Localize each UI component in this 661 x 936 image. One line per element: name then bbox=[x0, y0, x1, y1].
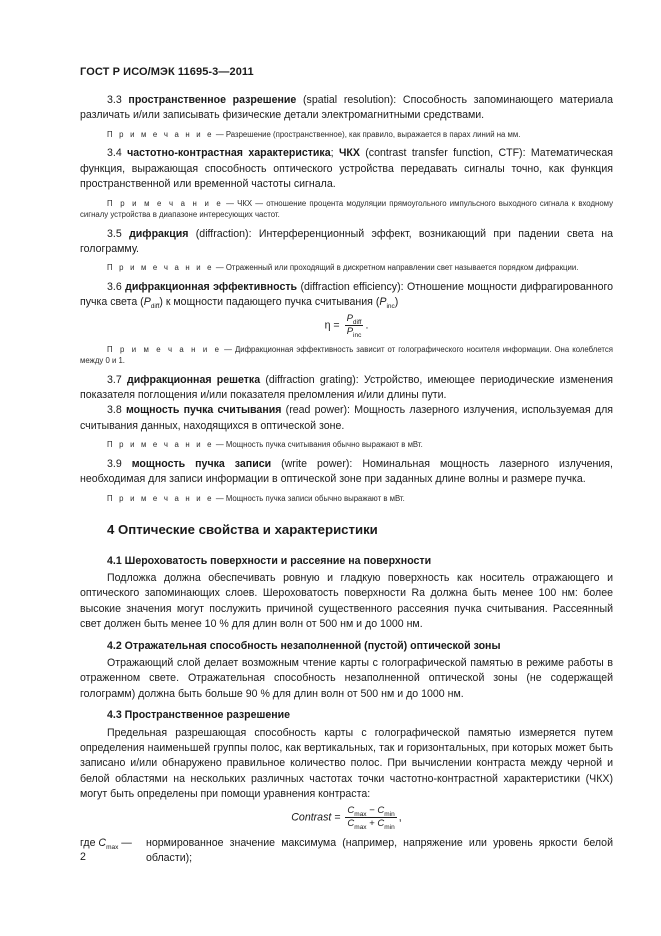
def-number: 3.9 bbox=[107, 457, 122, 470]
page-number: 2 bbox=[80, 851, 86, 863]
where-dash: — bbox=[118, 836, 132, 849]
operator-minus: − bbox=[366, 804, 378, 816]
def-term: пространственное разрешение bbox=[128, 94, 297, 106]
formula-denominator bbox=[345, 818, 396, 830]
def-body: (diffraction): Интерференционный эффект, возникающий при падении света на голограмму. bbox=[80, 227, 613, 255]
note-lead: П р и м е ч а н и е bbox=[107, 493, 214, 503]
def-body-part: ) bbox=[394, 296, 399, 309]
subscript-inc: inc bbox=[353, 331, 362, 339]
note-lead: П р и м е ч а н и е bbox=[107, 129, 214, 139]
def-body: (contrast transfer function, CTF): Математическая функция, выражающая способность оптического устройства передавать сигналы точно, как функция пространственной или временной частоты сигнала. bbox=[80, 147, 613, 191]
note-lead: П р и м е ч а н и е bbox=[107, 440, 214, 450]
def-term-abbrev: ЧКХ bbox=[338, 147, 360, 160]
subscript-max: max bbox=[106, 843, 119, 851]
note-body: — Дифракционная эффективность зависит от голографического носителя информации. Она колеблется между 0 и 1. bbox=[80, 344, 613, 366]
formula-eta: η = bbox=[324, 318, 340, 331]
note-3-8 bbox=[80, 439, 613, 451]
definition-3-6 bbox=[80, 280, 613, 311]
formula-comma: , bbox=[398, 810, 402, 823]
symbol-c: C bbox=[98, 836, 107, 849]
note-3-3 bbox=[80, 129, 613, 141]
def-term: дифракция bbox=[129, 227, 189, 240]
def-body-part: (diffraction efficiency): Отношение мощности дифрагированного пучка света ( bbox=[80, 280, 614, 309]
note-body: — ЧКХ — отношение процента модуляции прямоугольного импульсного выходного сигнала к входному сигналу устройства в диапазоне интересующих частот. bbox=[80, 198, 614, 220]
definition-3-4 bbox=[80, 146, 613, 192]
note-lead: П р и м е ч а н и е bbox=[107, 263, 214, 273]
where-word: где bbox=[80, 836, 99, 849]
def-body-part: ) к мощности падающего пучка считывания ( bbox=[159, 296, 380, 309]
subscript-min: min bbox=[384, 823, 395, 831]
note-body: — Мощность пучка считывания обычно выражают в мВт. bbox=[213, 440, 423, 450]
operator-plus: + bbox=[366, 817, 378, 829]
section-4-2-heading: 4.2 Отражательная способность незаполненной (пустой) оптической зоны bbox=[107, 639, 501, 652]
def-number: 3.6 bbox=[107, 280, 122, 293]
note-3-9 bbox=[80, 493, 613, 505]
symbol-c: C bbox=[377, 804, 385, 816]
def-body: (diffraction grating): Устройство, имеющее периодические изменения показателя поглощения и/или показателя преломления и/или длины пути. bbox=[80, 373, 613, 402]
section-4-heading: 4 Оптические свойства и характеристики bbox=[107, 522, 378, 538]
symbol-p: P bbox=[143, 296, 151, 309]
document-body bbox=[80, 93, 613, 866]
symbol-p: P bbox=[346, 325, 354, 337]
where-clause bbox=[80, 836, 613, 867]
note-3-4 bbox=[80, 198, 613, 221]
def-body: (read power): Мощность лазерного излучения, используемая для считывания данных, находящихся в оптической зоне. bbox=[80, 404, 614, 432]
definition-3-7 bbox=[80, 373, 613, 404]
formula-diffraction-efficiency bbox=[80, 313, 613, 338]
def-term: частотно-контрастная характеристика bbox=[127, 147, 331, 160]
def-term: дифракционная эффективность bbox=[125, 280, 298, 293]
formula-numerator bbox=[345, 805, 396, 818]
def-number: 3.8 bbox=[107, 404, 122, 417]
where-lead bbox=[80, 836, 132, 851]
note-lead: П р и м е ч а н и е bbox=[107, 198, 223, 208]
note-3-6 bbox=[80, 344, 613, 367]
formula-contrast bbox=[80, 805, 613, 830]
definition-3-5 bbox=[80, 227, 613, 258]
section-4-2-body: Отражающий слой делает возможным чтение карты с голографической памятью в режиме работы в отраженном свете. Отражательная способность незаполненной оптической зоны (не содержащей голограмм) должна быть больше 90 % для длин волн от 500 нм и до 1000 нм. bbox=[80, 656, 613, 700]
def-body: (write power): Номинальная мощность лазерного излучения, необходимая для записи информации в оптической зоне при заданных длине волны и размере пучка. bbox=[80, 457, 613, 486]
def-number: 3.5 bbox=[107, 227, 122, 240]
symbol-c: C bbox=[347, 817, 355, 829]
definition-3-9 bbox=[80, 457, 613, 488]
formula-contrast-lhs: Contrast = bbox=[291, 810, 341, 823]
section-4-1-heading: 4.1 Шероховатость поверхности и рассеяние на поверхности bbox=[107, 554, 432, 567]
formula-denominator bbox=[345, 326, 364, 338]
subscript-diff: diff bbox=[352, 318, 362, 326]
symbol-c: C bbox=[377, 817, 385, 829]
note-body: — Разрешение (пространственное), как правило, выражается в парах линий на мм. bbox=[213, 129, 521, 139]
formula-fraction bbox=[345, 313, 364, 338]
def-term: мощность пучка записи bbox=[131, 457, 272, 470]
formula-numerator bbox=[345, 313, 364, 326]
note-3-5 bbox=[80, 262, 613, 274]
def-separator: ; bbox=[330, 147, 339, 160]
definition-3-8 bbox=[80, 403, 613, 434]
section-4-1-body: Подложка должна обеспечивать ровную и гладкую поверхность как носитель отражающего и оптического запоминающих слоев. Шероховатость поверхности Ra должна быть менее 100 нм: более высокие значения могут послужить причиной существенного рассеяния пучка считывания. Рассеянный свет должен быть менее 10 % для длин волн от 500 нм и до 1000 нм. bbox=[80, 571, 613, 631]
def-number: 3.7 bbox=[107, 373, 122, 386]
section-4-3-heading: 4.3 Пространственное разрешение bbox=[107, 709, 291, 722]
where-body: нормированное значение максимума (например, напряжение или уровень яркости белой области); bbox=[146, 836, 613, 864]
def-number: 3.4 bbox=[107, 147, 122, 160]
symbol-p: P bbox=[379, 296, 387, 309]
subscript-min: min bbox=[384, 810, 395, 818]
page-header-standard: ГОСТ Р ИСО/МЭК 11695-3—2011 bbox=[80, 66, 254, 78]
subscript-diff: diff bbox=[150, 303, 160, 311]
formula-period: . bbox=[365, 318, 369, 331]
note-body: — Отраженный или проходящий в дискретном направлении свет называется порядком дифракции. bbox=[213, 263, 579, 273]
definition-3-3 bbox=[80, 93, 613, 124]
symbol-p: P bbox=[346, 312, 353, 324]
section-4-3-body: Предельная разрешающая способность карты с голографической памятью измеряется путем определения наименьшей группы полос, как вертикальных, так и горизонтальных, при которых может быть записано и/или обнаружено правильное количество полос. При вычислении контраста между черной и белой областями на нескольких различных частотах точки частотно-контрастной характеристики (ЧКХ) могут быть определены при помощи уравнения контраста: bbox=[80, 726, 613, 801]
def-number: 3.3 bbox=[107, 94, 122, 106]
def-term: мощность пучка считывания bbox=[125, 404, 282, 417]
note-body: — Мощность пучка записи обычно выражают в мВт. bbox=[213, 493, 405, 503]
def-body: (spatial resolution): Способность запоминающего материала различать и/или записывать физические детали электромагнитными средствами. bbox=[80, 94, 613, 122]
subscript-inc: inc bbox=[386, 303, 395, 311]
def-term: дифракционная решетка bbox=[126, 373, 261, 386]
subscript-max: max bbox=[354, 823, 367, 831]
note-lead: П р и м е ч а н и е bbox=[107, 344, 222, 354]
symbol-c: C bbox=[347, 804, 355, 816]
formula-fraction bbox=[345, 805, 396, 830]
subscript-max: max bbox=[354, 810, 367, 818]
